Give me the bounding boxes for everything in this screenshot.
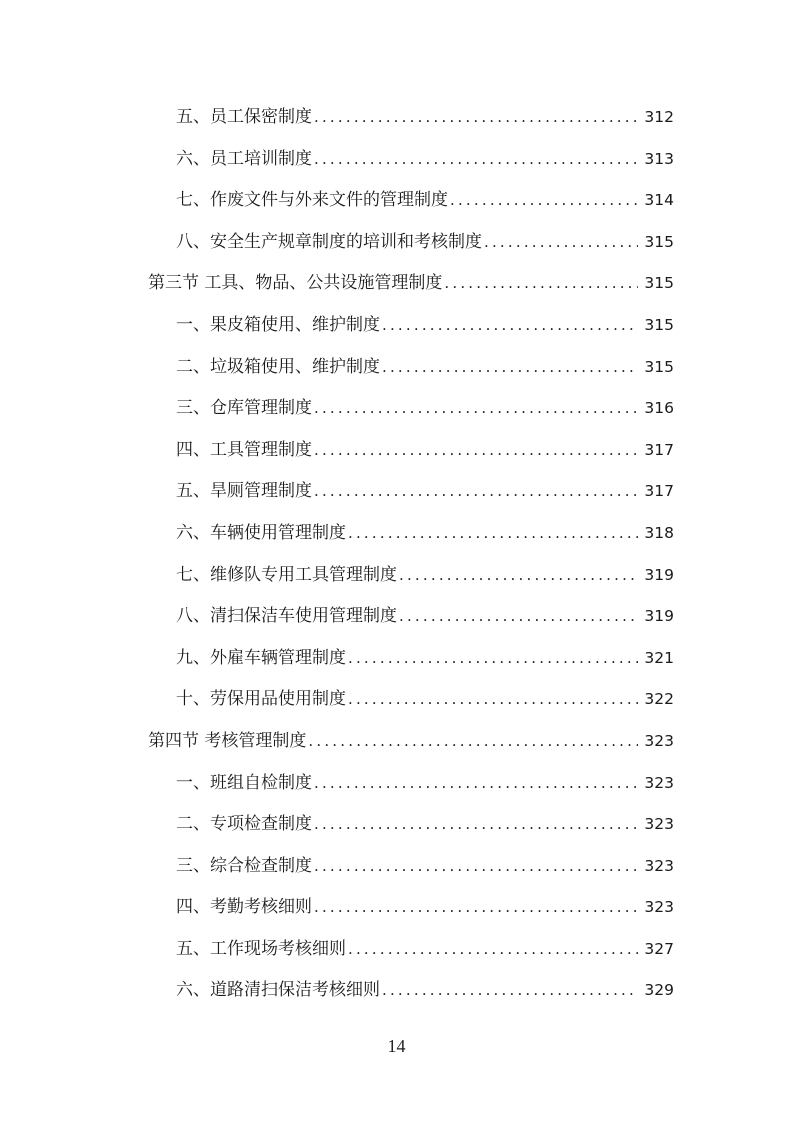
toc-entry-title: 一、班组自检制度: [176, 772, 312, 793]
toc-dot-leader: [382, 305, 638, 347]
toc-dot-leader: [348, 929, 638, 971]
table-of-contents: [148, 97, 674, 1012]
toc-entry[interactable]: [148, 430, 674, 472]
toc-entry-page-number: 315: [644, 357, 674, 376]
toc-entry-title: 十、劳保用品使用制度: [176, 689, 346, 710]
toc-entry-title: 八、安全生产规章制度的培训和考核制度: [176, 231, 482, 252]
toc-entry-title: 一、果皮箱使用、维护制度: [176, 314, 380, 335]
toc-section-entry[interactable]: [148, 263, 674, 305]
toc-entry-title: 八、清扫保洁车使用管理制度: [176, 606, 397, 627]
toc-entry-page-number: 323: [644, 731, 674, 750]
toc-entry-page-number: 323: [644, 856, 674, 875]
toc-entry-title: 九、外雇车辆管理制度: [176, 647, 346, 668]
toc-dot-leader: [314, 846, 638, 888]
toc-dot-leader: [314, 430, 638, 472]
toc-entry[interactable]: [148, 388, 674, 430]
toc-entry-page-number: 322: [644, 690, 674, 709]
toc-entry[interactable]: [148, 97, 674, 139]
toc-entry[interactable]: [148, 846, 674, 888]
toc-entry[interactable]: [148, 555, 674, 597]
toc-entry[interactable]: [148, 804, 674, 846]
toc-dot-leader: [444, 263, 638, 305]
toc-entry[interactable]: [148, 887, 674, 929]
toc-dot-leader: [450, 180, 638, 222]
toc-entry-title: 六、道路清扫保洁考核细则: [176, 980, 380, 1001]
toc-entry[interactable]: [148, 347, 674, 389]
toc-entry-page-number: 327: [644, 939, 674, 958]
toc-entry-page-number: 329: [644, 981, 674, 1000]
toc-entry[interactable]: [148, 679, 674, 721]
toc-entry[interactable]: [148, 139, 674, 181]
toc-entry-page-number: 315: [644, 274, 674, 293]
toc-entry-title: 二、垃圾箱使用、维护制度: [176, 356, 380, 377]
toc-entry-page-number: 317: [644, 482, 674, 501]
toc-dot-leader: [348, 513, 638, 555]
toc-dot-leader: [308, 721, 638, 763]
toc-entry-title: 第四节 考核管理制度: [148, 730, 307, 751]
toc-dot-leader: [399, 555, 638, 597]
toc-entry-title: 六、车辆使用管理制度: [176, 522, 346, 543]
toc-entry-title: 二、专项检查制度: [176, 814, 312, 835]
toc-entry-title: 五、工作现场考核细则: [176, 938, 346, 959]
toc-entry[interactable]: [148, 929, 674, 971]
toc-entry-page-number: 314: [644, 191, 674, 210]
toc-entry-page-number: 316: [644, 399, 674, 418]
toc-entry[interactable]: [148, 763, 674, 805]
toc-entry[interactable]: [148, 305, 674, 347]
toc-entry-title: 五、员工保密制度: [176, 107, 312, 127]
toc-entry[interactable]: [148, 180, 674, 222]
toc-entry-title: 三、仓库管理制度: [176, 398, 312, 419]
toc-entry-page-number: 313: [644, 149, 674, 168]
toc-entry-page-number: 312: [644, 108, 674, 126]
toc-entry[interactable]: [148, 970, 674, 1012]
toc-entry-page-number: 323: [644, 898, 674, 917]
toc-entry-page-number: 323: [644, 773, 674, 792]
toc-entry-page-number: 315: [644, 232, 674, 251]
toc-dot-leader: [348, 679, 638, 721]
toc-dot-leader: [399, 596, 638, 638]
toc-entry-page-number: 317: [644, 440, 674, 459]
toc-entry[interactable]: [148, 596, 674, 638]
toc-entry-title: 六、员工培训制度: [176, 148, 312, 169]
toc-entry-title: 七、作废文件与外来文件的管理制度: [176, 190, 448, 211]
toc-dot-leader: [314, 763, 638, 805]
toc-entry[interactable]: [148, 471, 674, 513]
toc-dot-leader: [314, 804, 638, 846]
toc-entry[interactable]: [148, 222, 674, 264]
toc-dot-leader: [382, 970, 638, 1012]
toc-entry[interactable]: [148, 638, 674, 680]
toc-entry-page-number: 318: [644, 523, 674, 542]
toc-entry-page-number: 319: [644, 607, 674, 626]
toc-section-entry[interactable]: [148, 721, 674, 763]
toc-entry-title: 三、综合检查制度: [176, 855, 312, 876]
toc-entry-page-number: 319: [644, 565, 674, 584]
toc-dot-leader: [382, 347, 638, 389]
toc-entry-page-number: 321: [644, 648, 674, 667]
toc-dot-leader: [314, 887, 638, 929]
toc-dot-leader: [314, 139, 638, 181]
toc-entry[interactable]: [148, 513, 674, 555]
toc-entry-title: 四、考勤考核细则: [176, 897, 312, 918]
toc-entry-page-number: 323: [644, 815, 674, 834]
toc-entry-title: 七、维修队专用工具管理制度: [176, 564, 397, 585]
toc-dot-leader: [348, 638, 638, 680]
toc-entry-page-number: 315: [644, 315, 674, 334]
toc-dot-leader: [484, 222, 638, 264]
toc-dot-leader: [314, 471, 638, 513]
toc-entry-title: 四、工具管理制度: [176, 439, 312, 460]
toc-dot-leader: [314, 97, 638, 139]
toc-dot-leader: [314, 388, 638, 430]
toc-entry-title: 五、旱厕管理制度: [176, 481, 312, 502]
page-number: 14: [387, 1036, 406, 1056]
toc-entry-title: 第三节 工具、物品、公共设施管理制度: [148, 273, 443, 294]
